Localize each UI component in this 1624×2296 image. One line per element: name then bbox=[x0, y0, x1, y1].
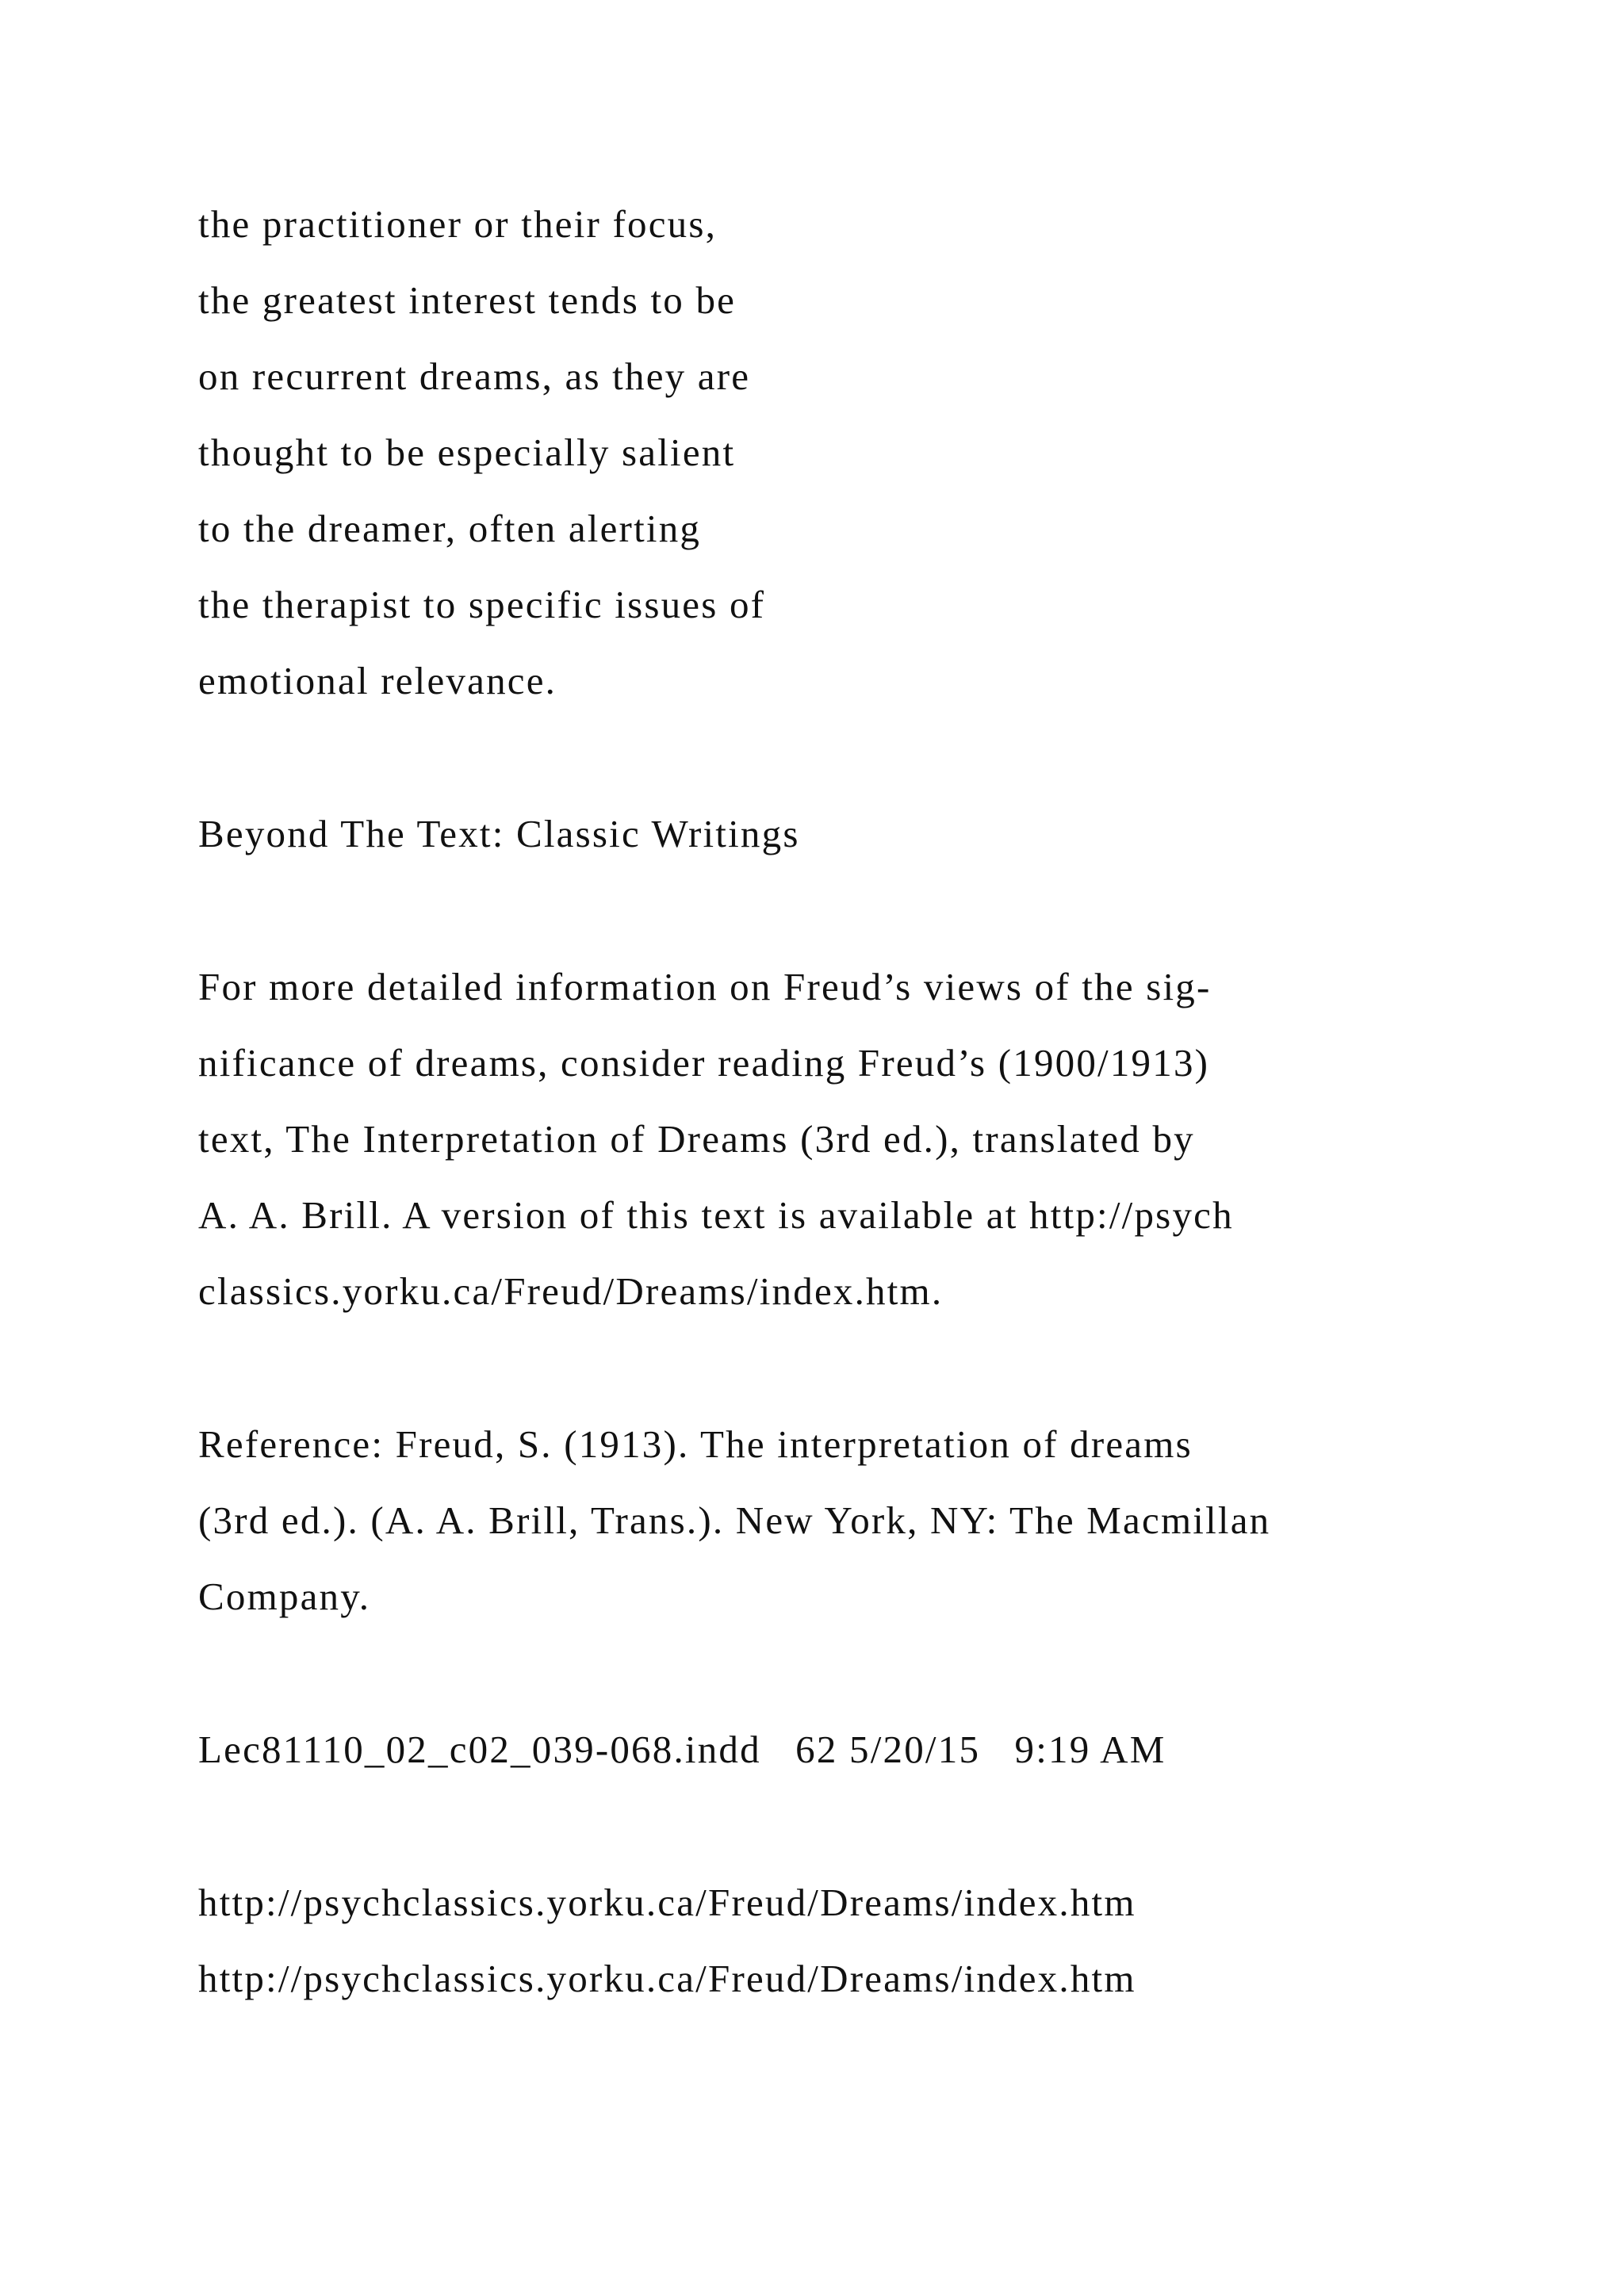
url-link[interactable]: http://psychclassics.yorku.ca/Freud/Dreams/index.htm bbox=[198, 1957, 1136, 2000]
reference-line: Company. bbox=[198, 1575, 371, 1618]
paragraph-1-line: thought to be especially salient bbox=[198, 430, 736, 474]
paragraph-2-line: nificance of dreams, consider reading Freud’s (1900/1913) bbox=[198, 1041, 1210, 1085]
paragraph-1-line: to the dreamer, often alerting bbox=[198, 507, 702, 550]
paragraph-2-line: For more detailed information on Freud’s views of the sig- bbox=[198, 965, 1212, 1008]
paragraph-2-line: classics.yorku.ca/Freud/Dreams/index.htm. bbox=[198, 1269, 944, 1313]
reference-line: (3rd ed.). (A. A. Brill, Trans.). New York, NY: The Macmillan bbox=[198, 1498, 1271, 1542]
paragraph-1-line: emotional relevance. bbox=[198, 659, 557, 702]
paragraph-1-line: the practitioner or their focus, bbox=[198, 202, 718, 246]
reference-line: Reference: Freud, S. (1913). The interpretation of dreams bbox=[198, 1422, 1193, 1466]
section-heading: Beyond The Text: Classic Writings bbox=[198, 812, 800, 855]
url-link[interactable]: http://psychclassics.yorku.ca/Freud/Dreams/index.htm bbox=[198, 1881, 1136, 1924]
paragraph-1-line: the greatest interest tends to be bbox=[198, 278, 737, 322]
file-slug: Lec81110_02_c02_039-068.indd 62 5/20/15 9:19 AM bbox=[198, 1728, 1166, 1771]
paragraph-1-line: on recurrent dreams, as they are bbox=[198, 354, 751, 398]
paragraph-1-line: the therapist to specific issues of bbox=[198, 583, 766, 626]
paragraph-2-line: text, The Interpretation of Dreams (3rd ed.), translated by bbox=[198, 1117, 1195, 1161]
paragraph-2-line: A. A. Brill. A version of this text is available at http://psych bbox=[198, 1193, 1234, 1237]
